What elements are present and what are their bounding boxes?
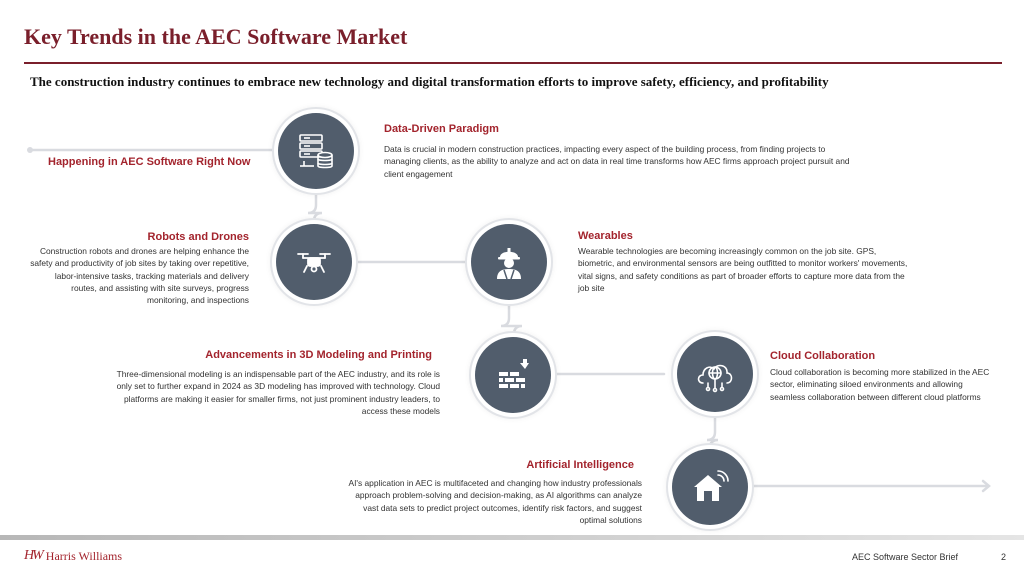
construction-worker-icon	[489, 242, 529, 282]
item-body-3d-modeling: Three-dimensional modeling is an indispensable part of the AEC industry, and its role is only set to further expand in 2024 as 3D modeling has improved with technology. Cloud platforms are making it easier for smaller firms, not just prominent industry leaders, to access these models	[116, 369, 440, 416]
logo-text: Harris Williams	[45, 548, 123, 563]
item-heading-cloud: Cloud Collaboration	[770, 350, 876, 362]
drone-icon	[294, 242, 334, 282]
connector-start-dot	[27, 147, 33, 153]
item-heading-3d-modeling: Advancements in 3D Modeling and Printing	[205, 349, 432, 361]
timeline-node-wearables	[471, 224, 547, 300]
cloud-network-icon	[694, 353, 736, 395]
page-subtitle: The construction industry continues to embrace new technology and digital transformation efforts to improve safety, efficiency, and profitability	[30, 74, 829, 89]
company-logo	[24, 548, 122, 564]
timeline-node-3d-modeling	[475, 337, 551, 413]
connector-5-6	[707, 413, 718, 448]
item-heading-robots-drones: Robots and Drones	[147, 231, 249, 243]
smart-home-icon	[690, 467, 730, 507]
server-database-icon	[296, 131, 336, 171]
timeline-node-ai	[672, 449, 748, 525]
item-body-cloud: Cloud collaboration is becoming more stabilized in the AEC sector, eliminating siloed environments and allowing seamless collaboration between different cloud platforms	[770, 367, 990, 402]
item-heading-data-driven: Data-Driven Paradigm	[384, 123, 499, 135]
footer-document-label: AEC Software Sector Brief	[851, 552, 958, 562]
logo-mark: HW	[24, 548, 42, 563]
item-body-wearables: Wearable technologies are becoming increasingly common on the job site. GPS, biometric, and environmental sensors are being outfitted to monitor workers' movements, vital signs, and safety conditions as part of broader efforts to capture more data from the job site	[578, 246, 908, 293]
item-body-ai: AI's application in AEC is multifaceted and changing how industry professionals approach problem-solving and decision-making, as AI algorithms can analyze vast data sets to predict project outcomes, identify risk factors, and suggest optimal solutions	[348, 478, 642, 525]
footer-bar	[0, 535, 1024, 540]
brick-wall-printing-icon	[493, 355, 533, 395]
item-body-data-driven: Data is crucial in modern construction practices, impacting every aspect of the building process, from finding projects to managing clients, as the ability to analyze and act on data in real time transforms how AEC firms approach project pursuit and client engagement	[384, 144, 850, 179]
connector-3-4	[501, 300, 522, 334]
timeline-node-cloud	[677, 336, 753, 412]
page-number: 2	[1000, 552, 1006, 562]
connector-1-2	[308, 189, 322, 221]
item-heading-wearables: Wearables	[578, 230, 633, 242]
item-body-robots-drones: Construction robots and drones are helping enhance the safety and productivity of job sites by taking over repetitive, labor-intensive tasks, tracking materials and delivery routes, and assisting with site surveys, progress monitoring, and inspections	[30, 246, 249, 306]
timeline-node-data-driven	[278, 113, 354, 189]
timeline-start-label: Happening in AEC Software Right Now	[48, 156, 251, 168]
page-title: Key Trends in the AEC Software Market	[24, 24, 408, 49]
item-heading-ai: Artificial Intelligence	[526, 459, 634, 471]
timeline-node-robots-drones	[276, 224, 352, 300]
